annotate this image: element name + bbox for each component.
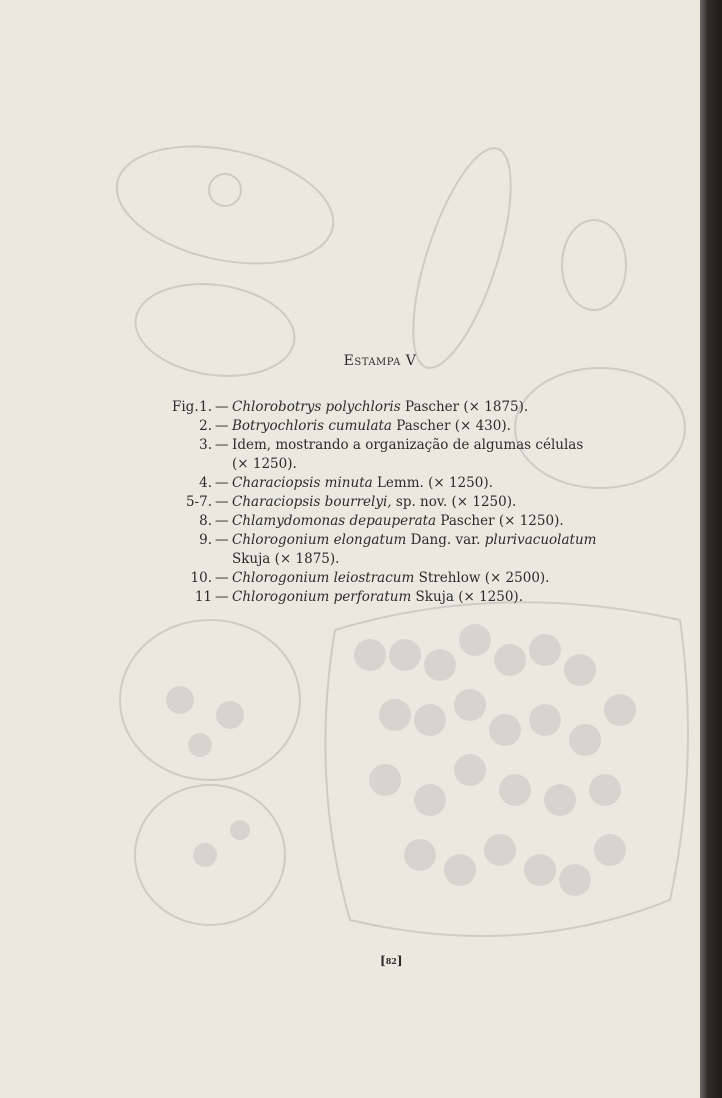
figure-number: 10. — [190, 570, 212, 586]
caption-text: Pascher (× 430). — [391, 418, 511, 434]
page-number-value: 82 — [385, 956, 397, 966]
caption-text: Dang. var. — [406, 532, 485, 548]
figure-number: 3. — [199, 437, 212, 453]
taxon-name: Chlorogonium elongatum — [232, 532, 407, 548]
taxon-name: Characiopsis bourrelyi, — [232, 494, 392, 510]
caption-text: Strehlow (× 2500). — [414, 570, 550, 586]
caption-text: Idem, mostrando a organização de algumas células — [232, 437, 584, 453]
taxon-name: Chlamydomonas depauperata — [232, 513, 437, 529]
em-dash: — — [215, 399, 229, 415]
caption-text: sp. nov. (× 1250). — [391, 494, 517, 510]
legend-row — [172, 550, 642, 569]
legend-row — [172, 474, 642, 493]
figure-caption — [232, 512, 564, 531]
fig-label: Fig. — [172, 399, 199, 415]
legend-row — [172, 531, 642, 550]
taxon-name: Chlorogonium leiostracum — [232, 570, 415, 586]
em-dash: — — [215, 532, 229, 548]
legend-row — [172, 569, 642, 588]
em-dash: — — [215, 513, 229, 529]
figure-number: 5-7. — [185, 494, 212, 510]
taxon-name: plurivacuolatum — [484, 532, 597, 548]
page-number: [82] — [380, 954, 403, 968]
legend-row — [172, 455, 642, 474]
plate-title: Estampa V — [343, 353, 417, 369]
em-dash: — — [215, 418, 229, 434]
taxon-name: Chlorobotrys polychloris — [232, 399, 401, 415]
figure-caption — [232, 550, 339, 569]
figure-number: 1. — [199, 399, 212, 415]
figure-caption — [232, 531, 596, 550]
figure-number: 11 — [194, 589, 212, 605]
figure-caption — [232, 417, 511, 436]
figure-caption — [232, 474, 493, 493]
legend-row — [172, 512, 642, 531]
legend-row — [172, 417, 642, 436]
figure-caption — [232, 398, 528, 417]
legend-row — [172, 588, 642, 607]
caption-text: Skuja (× 1250). — [411, 589, 523, 605]
legend-row — [172, 398, 642, 417]
caption-text: Lemm. (× 1250). — [372, 475, 493, 491]
book-edge — [700, 0, 722, 1098]
figure-number: 9. — [199, 532, 212, 548]
figure-caption — [232, 493, 516, 512]
em-dash: — — [215, 437, 229, 453]
taxon-name: Chlorogonium perforatum — [232, 589, 412, 605]
figure-caption — [232, 455, 297, 474]
figure-legend — [172, 398, 642, 607]
caption-text: Pascher (× 1250). — [436, 513, 564, 529]
figure-number: 4. — [199, 475, 212, 491]
caption-text: (× 1250). — [232, 456, 297, 472]
em-dash: — — [215, 589, 229, 605]
figure-caption — [232, 436, 583, 455]
taxon-name: Characiopsis minuta — [232, 475, 373, 491]
caption-text: Skuja (× 1875). — [232, 551, 340, 567]
legend-row — [172, 493, 642, 512]
figure-number: 2. — [199, 418, 212, 434]
legend-row — [172, 436, 642, 455]
taxon-name: Botryochloris cumulata — [232, 418, 392, 434]
em-dash: — — [215, 570, 229, 586]
figure-number: 8. — [199, 513, 212, 529]
figure-caption — [232, 569, 549, 588]
em-dash: — — [215, 475, 229, 491]
figure-caption — [232, 588, 523, 607]
caption-text: Pascher (× 1875). — [400, 399, 529, 415]
em-dash: — — [215, 494, 229, 510]
